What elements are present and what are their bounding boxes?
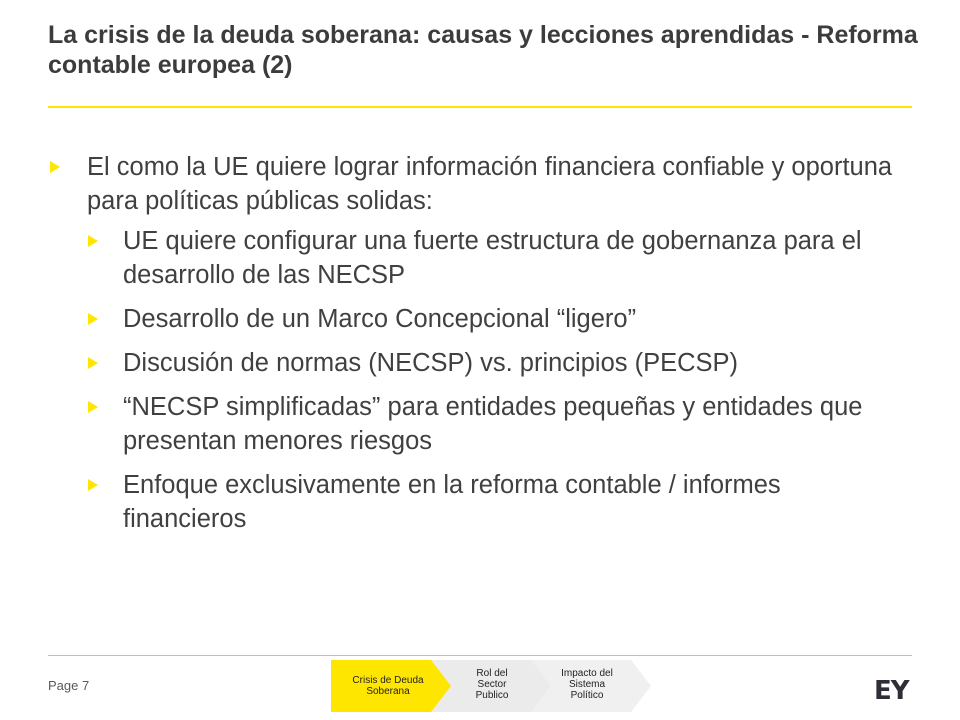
bullet-arrow-icon — [88, 235, 98, 247]
bullet-text: Discusión de normas (NECSP) vs. principios (PECSP) — [123, 349, 739, 377]
bullet-text: El como la UE quiere lograr información financiera confiable y oportuna para políticas públicas solidas: — [87, 153, 893, 215]
bullet-item — [48, 150, 908, 218]
sub-bullet-item — [48, 302, 908, 336]
bullet-arrow-icon — [50, 161, 60, 173]
bullet-arrow-icon — [88, 401, 98, 413]
ey-logo: EY — [874, 676, 909, 706]
process-navigator — [331, 660, 651, 712]
bullet-text: Desarrollo de un Marco Concepcional “ligero” — [123, 305, 637, 333]
title-divider — [48, 106, 912, 108]
page-number: Page 7 — [48, 678, 90, 693]
sub-bullet-item — [48, 468, 908, 536]
sub-bullet-item — [48, 346, 908, 380]
bullet-list — [48, 150, 908, 546]
footer-divider — [48, 655, 912, 656]
bullet-text: UE quiere configurar una fuerte estructura de gobernanza para el desarrollo de las NECSP — [123, 227, 862, 289]
sub-bullet-item — [48, 224, 908, 292]
bullet-arrow-icon — [88, 357, 98, 369]
bullet-text: “NECSP simplificadas” para entidades pequeñas y entidades que presentan menores riesgos — [123, 393, 863, 455]
step-label-impacto: Impacto del Sistema Político — [561, 668, 613, 701]
bullet-arrow-icon — [88, 313, 98, 325]
step-label-crisis: Crisis de Deuda Soberana — [352, 675, 424, 697]
slide-title: La crisis de la deuda soberana: causas y lecciones aprendidas - Reforma contable europea (2) — [48, 21, 918, 79]
bullet-text: Enfoque exclusivamente en la reforma contable / informes financieros — [123, 471, 781, 533]
bullet-arrow-icon — [88, 479, 98, 491]
step-label-rol: Rol del Sector Publico — [475, 668, 509, 701]
sub-bullet-item — [48, 390, 908, 458]
